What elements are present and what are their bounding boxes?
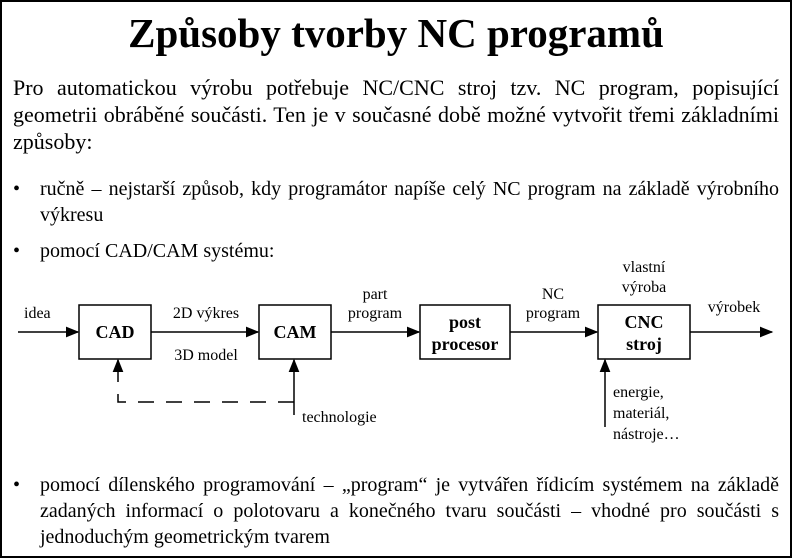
2d-vykres-label: 2D výkres (172, 305, 240, 322)
3d-model-label: 3D model (174, 347, 238, 364)
part-program-label-1: part (362, 286, 388, 303)
vyrobek-label: výrobek (707, 299, 761, 316)
energie-label: energie, (613, 384, 664, 401)
dashed-feedback-line (118, 374, 294, 402)
vlastni-vyroba-label-1: vlastní (622, 259, 666, 276)
bullet-text: pomocí dílenského programování – „program“ je vytvářen řídicím systémem na základě zadaných informací o polotovaru a konečného tvaru součásti – vhodné pro součásti s jednoduchým geometrickým tvarem (40, 474, 779, 548)
nc-program-label-2: program (525, 305, 581, 322)
bullet-dot: • (13, 474, 21, 496)
technologie-label: technologie (302, 409, 377, 426)
intro-paragraph: Pro automatickou výrobu potřebuje NC/CNC stroj tzv. NC program, popisující geometrii obráběné součásti. Ten je v současné době možné vytvořit třemi základními způsoby: (13, 75, 779, 154)
cnc-label-2: stroj (626, 334, 662, 354)
part-program-label-2: program (347, 305, 403, 322)
bullet-text: pomocí CAD/CAM systému: (40, 240, 275, 262)
bullet-workshop-programming (13, 472, 779, 552)
cad-label: CAD (95, 322, 135, 342)
idea-label: idea (24, 305, 51, 322)
bullet-dot: • (13, 240, 21, 262)
nc-program-label-1: NC (541, 286, 565, 303)
cam-label: CAM (273, 322, 317, 342)
nastroje-label: nástroje… (613, 426, 680, 443)
vlastni-vyroba-label-2: výroba (621, 279, 667, 296)
bullet-text: ručně – nejstarší způsob, kdy programátor napíše celý NC program na základě výrobního výkresu (40, 178, 779, 226)
bullet-dot: • (13, 178, 21, 200)
postprocesor-label-2: procesor (431, 334, 499, 354)
slide-title: Způsoby tvorby NC programů (128, 10, 664, 56)
cnc-label-1: CNC (624, 312, 664, 332)
postprocesor-label-1: post (448, 312, 482, 332)
bullet-manual (13, 176, 779, 228)
material-label: materiál, (613, 405, 670, 422)
cadcam-flow-diagram (2, 252, 792, 452)
